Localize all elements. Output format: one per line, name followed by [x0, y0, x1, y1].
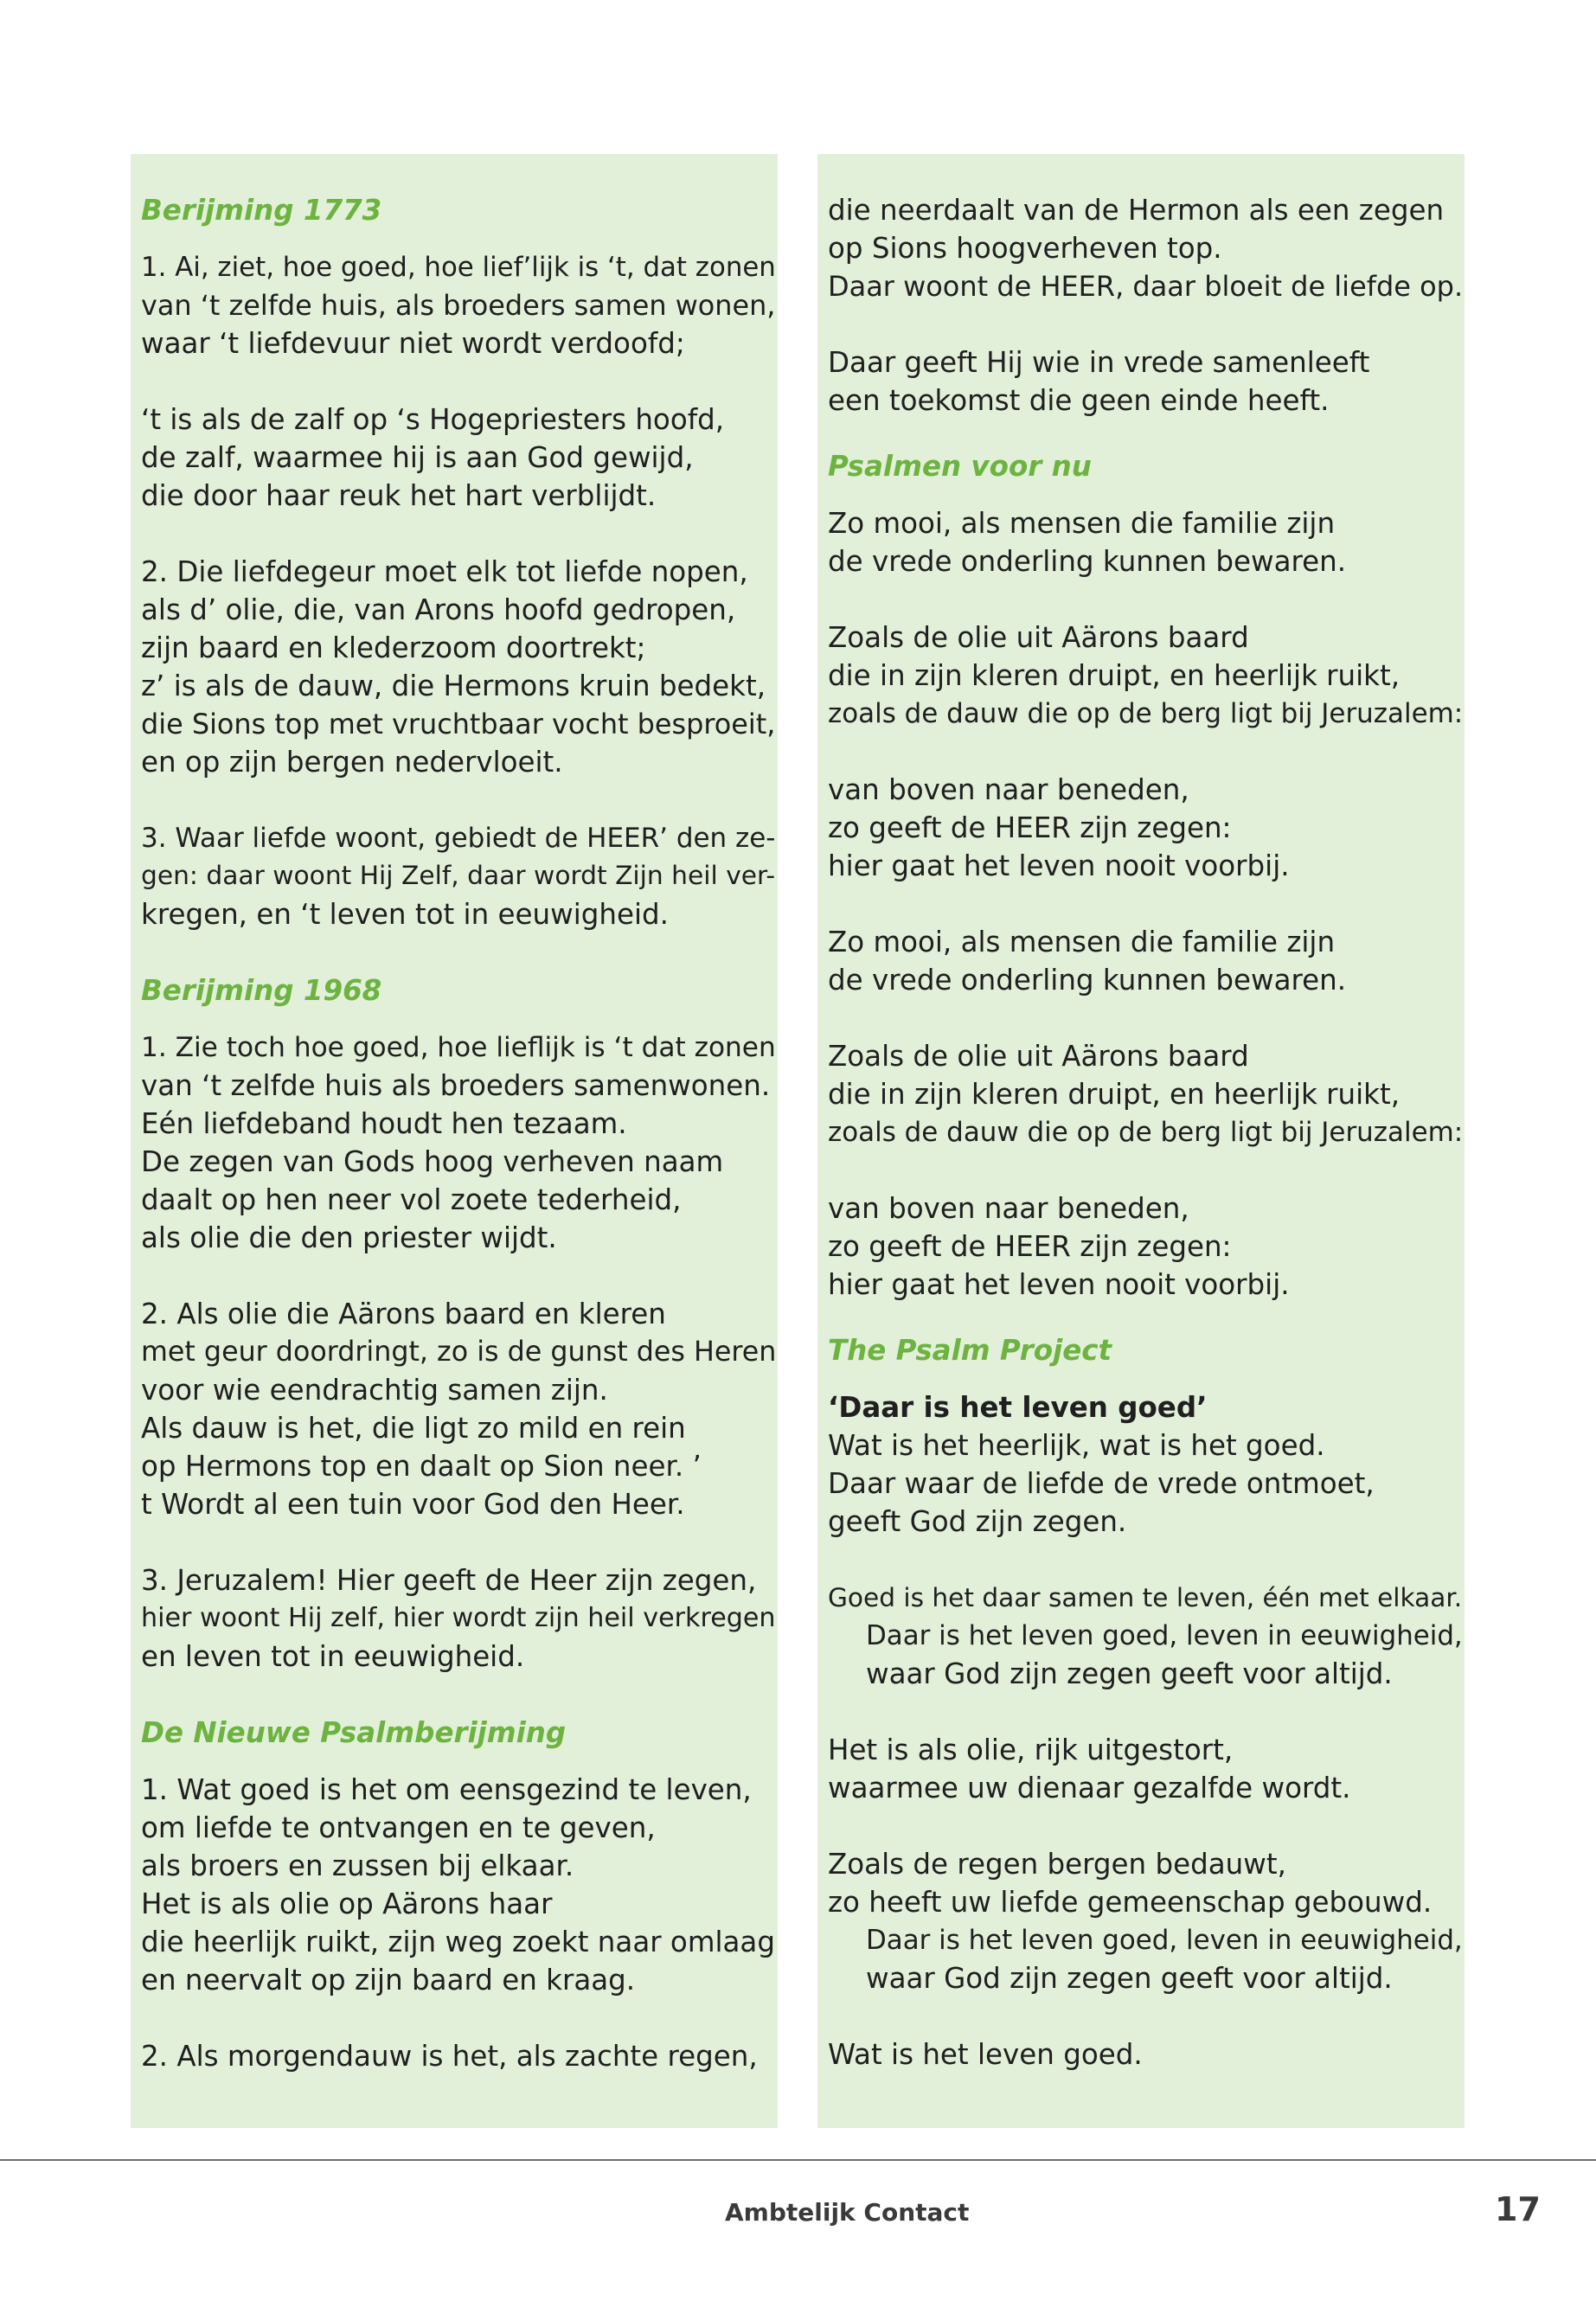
verse-line: als d’ olie, die, van Arons hoofd gedropen, — [141, 593, 736, 626]
verse-line: Zoals de olie uit Aärons baard — [828, 1040, 1249, 1073]
verse-line: zoals de dauw die op de berg ligt bij Jeruzalem: — [828, 1117, 1464, 1148]
verse-line: en neervalt op zijn baard en kraag. — [141, 1964, 636, 1997]
verse-line: Wat is het leven goed. — [828, 2038, 1143, 2071]
section-heading-psalm-project: The Psalm Project — [828, 1334, 1112, 1367]
verse-line: hier woont Hij zelf, hier wordt zijn heil verkregen — [141, 1603, 776, 1633]
refrain-line: waar God zijn zegen geeft voor altijd. — [866, 1657, 1393, 1690]
stanza — [141, 819, 778, 933]
verse-line: zoals de dauw die op de berg ligt bij Jeruzalem: — [828, 698, 1464, 729]
verse-line: z’ is als de dauw, die Hermons kruin bedekt, — [141, 670, 766, 702]
verse-line: waarmee uw dienaar gezalfde wordt. — [828, 1772, 1351, 1804]
verse-line: de zalf, waarmee hij is aan God gewijd, — [141, 441, 694, 474]
section-heading-berijming-1968: Berijming 1968 — [141, 974, 382, 1007]
verse-line: de vrede onderling kunnen bewaren. — [828, 545, 1347, 578]
stanza — [828, 1388, 1465, 1541]
verse-line: Wat is het heerlijk, wat is het goed. — [828, 1429, 1325, 1462]
footer-publication-title: Ambtelijk Contact — [725, 2198, 970, 2227]
verse-line: zo geeft de HEER zijn zegen: — [828, 1230, 1232, 1263]
stanza — [141, 1771, 778, 1999]
verse-line: 1. Wat goed is het om eensgezind te leven, — [141, 1773, 752, 1806]
section-heading-berijming-1773: Berijming 1773 — [141, 194, 382, 227]
stanza — [828, 1579, 1465, 1693]
stanza — [828, 343, 1465, 420]
verse-line: kregen, en ‘t leven tot in eeuwigheid. — [141, 898, 669, 931]
verse-line: zijn baard en klederzoom doortrekt; — [141, 631, 646, 664]
stanza — [828, 1037, 1465, 1151]
stanza — [828, 1731, 1465, 1807]
verse-line: De zegen van Gods hoog verheven naam — [141, 1145, 724, 1178]
verse-line: van ‘t zelfde huis, als broeders samen wonen, — [141, 289, 776, 322]
stanza — [828, 504, 1465, 580]
song-title: ‘Daar is het leven goed’ — [828, 1391, 1208, 1424]
verse-line: zo heeft uw liefde gemeenschap gebouwd. — [828, 1886, 1433, 1919]
refrain-line: waar God zijn zegen geeft voor altijd. — [866, 1962, 1393, 1995]
section-heading-psalmen-voor-nu: Psalmen voor nu — [828, 450, 1092, 483]
stanza — [141, 1029, 778, 1257]
verse-line: 2. Als olie die Aärons baard en kleren — [141, 1298, 666, 1330]
verse-line: waar ‘t liefdevuur niet wordt verdoofd; — [141, 327, 685, 360]
left-column-box — [131, 154, 778, 2128]
verse-line: 3. Waar liefde woont, gebiedt de HEER’ den ze- — [141, 823, 776, 854]
section-heading-nieuwe-psalmberijming: De Nieuwe Psalmberijming — [141, 1716, 567, 1749]
stanza — [141, 1561, 778, 1676]
stanza — [828, 923, 1465, 999]
stanza — [141, 401, 778, 515]
verse-line: met geur doordringt, zo is de gunst des Heren — [141, 1336, 777, 1368]
verse-line: 1. Ai, ziet, hoe goed, hoe lief’lijk is ‘t, dat zonen — [141, 252, 776, 283]
verse-line: voor wie eendrachtig samen zijn. — [141, 1374, 608, 1407]
verse-line: Zo mooi, als mensen die familie zijn — [828, 507, 1336, 540]
verse-line: Het is als olie op Aärons haar — [141, 1888, 553, 1920]
stanza — [828, 191, 1465, 305]
stanza — [141, 248, 778, 362]
verse-line: om liefde te ontvangen en te geven, — [141, 1811, 656, 1844]
verse-line: zo geeft de HEER zijn zegen: — [828, 811, 1232, 844]
verse-line: daalt op hen neer vol zoete tederheid, — [141, 1183, 682, 1216]
verse-line: en leven tot in eeuwigheid. — [141, 1640, 525, 1673]
verse-line: en op zijn bergen nedervloeit. — [141, 746, 563, 779]
verse-line: hier gaat het leven nooit voorbij. — [828, 1268, 1290, 1301]
right-column-box — [817, 154, 1465, 2128]
verse-line: Het is als olie, rijk uitgestort, — [828, 1734, 1234, 1766]
verse-line: van boven naar beneden, — [828, 1192, 1189, 1225]
verse-line: als broers en zussen bij elkaar. — [141, 1849, 574, 1882]
verse-line: die heerlijk ruikt, zijn weg zoekt naar omlaag — [141, 1926, 775, 1958]
verse-line: van ‘t zelfde huis als broeders samenwonen. — [141, 1069, 771, 1102]
verse-line: die neerdaalt van de Hermon als een zegen — [828, 194, 1445, 227]
verse-line: Zo mooi, als mensen die familie zijn — [828, 926, 1336, 958]
stanza — [141, 553, 778, 781]
stanza — [828, 1189, 1465, 1304]
stanza — [828, 2035, 1465, 2073]
refrain-line: Daar is het leven goed, leven in eeuwigheid, — [866, 1925, 1463, 1956]
verse-line: Zoals de olie uit Aärons baard — [828, 621, 1249, 654]
verse-line: van boven naar beneden, — [828, 773, 1189, 806]
verse-line: de vrede onderling kunnen bewaren. — [828, 964, 1347, 997]
verse-line: geeft God zijn zegen. — [828, 1505, 1127, 1538]
verse-line: Zoals de regen bergen bedauwt, — [828, 1848, 1286, 1881]
verse-line: Als dauw is het, die ligt zo mild en rein — [141, 1412, 686, 1445]
footer-divider — [0, 2159, 1596, 2161]
page-number: 17 — [1495, 2190, 1541, 2228]
verse-line: een toekomst die geen einde heeft. — [828, 384, 1330, 417]
verse-line: ‘t is als de zalf op ‘s Hogepriesters hoofd, — [141, 403, 725, 436]
verse-line: hier gaat het leven nooit voorbij. — [828, 849, 1290, 882]
stanza — [828, 1845, 1465, 1997]
refrain-line: Daar is het leven goed, leven in eeuwigheid, — [866, 1620, 1463, 1651]
stanza — [141, 1295, 778, 1523]
verse-line: Daar waar de liefde de vrede ontmoet, — [828, 1467, 1375, 1500]
verse-line: Goed is het daar samen te leven, één met elkaar. — [828, 1583, 1463, 1612]
verse-line: als olie die den priester wijdt. — [141, 1221, 557, 1254]
verse-line: 1. Zie toch hoe goed, hoe lieflijk is ‘t dat zonen — [141, 1032, 776, 1063]
verse-line: 3. Jeruzalem! Hier geeft de Heer zijn zegen, — [141, 1564, 757, 1597]
verse-line: t Wordt al een tuin voor God den Heer. — [141, 1488, 685, 1521]
verse-line: die in zijn kleren druipt, en heerlijk ruikt, — [828, 659, 1401, 692]
verse-line: op Hermons top en daalt op Sion neer. ’ — [141, 1450, 702, 1483]
stanza — [828, 771, 1465, 885]
verse-line: die Sions top met vruchtbaar vocht besproeit, — [141, 708, 776, 740]
verse-line: gen: daar woont Hij Zelf, daar wordt Zijn heil ver- — [141, 861, 776, 891]
verse-line: Eén liefdeband houdt hen tezaam. — [141, 1107, 627, 1140]
verse-line: die door haar reuk het hart verblijdt. — [141, 479, 657, 512]
verse-line: 2. Als morgendauw is het, als zachte regen, — [141, 2040, 758, 2073]
verse-line: 2. Die liefdegeur moet elk tot liefde nopen, — [141, 555, 748, 588]
verse-line: op Sions hoogverheven top. — [828, 232, 1222, 265]
stanza — [141, 2037, 778, 2075]
verse-line: Daar geeft Hij wie in vrede samenleeft — [828, 346, 1370, 379]
verse-line: Daar woont de HEER, daar bloeit de liefde op. — [828, 270, 1464, 303]
stanza — [828, 619, 1465, 733]
verse-line: die in zijn kleren druipt, en heerlijk ruikt, — [828, 1078, 1401, 1111]
